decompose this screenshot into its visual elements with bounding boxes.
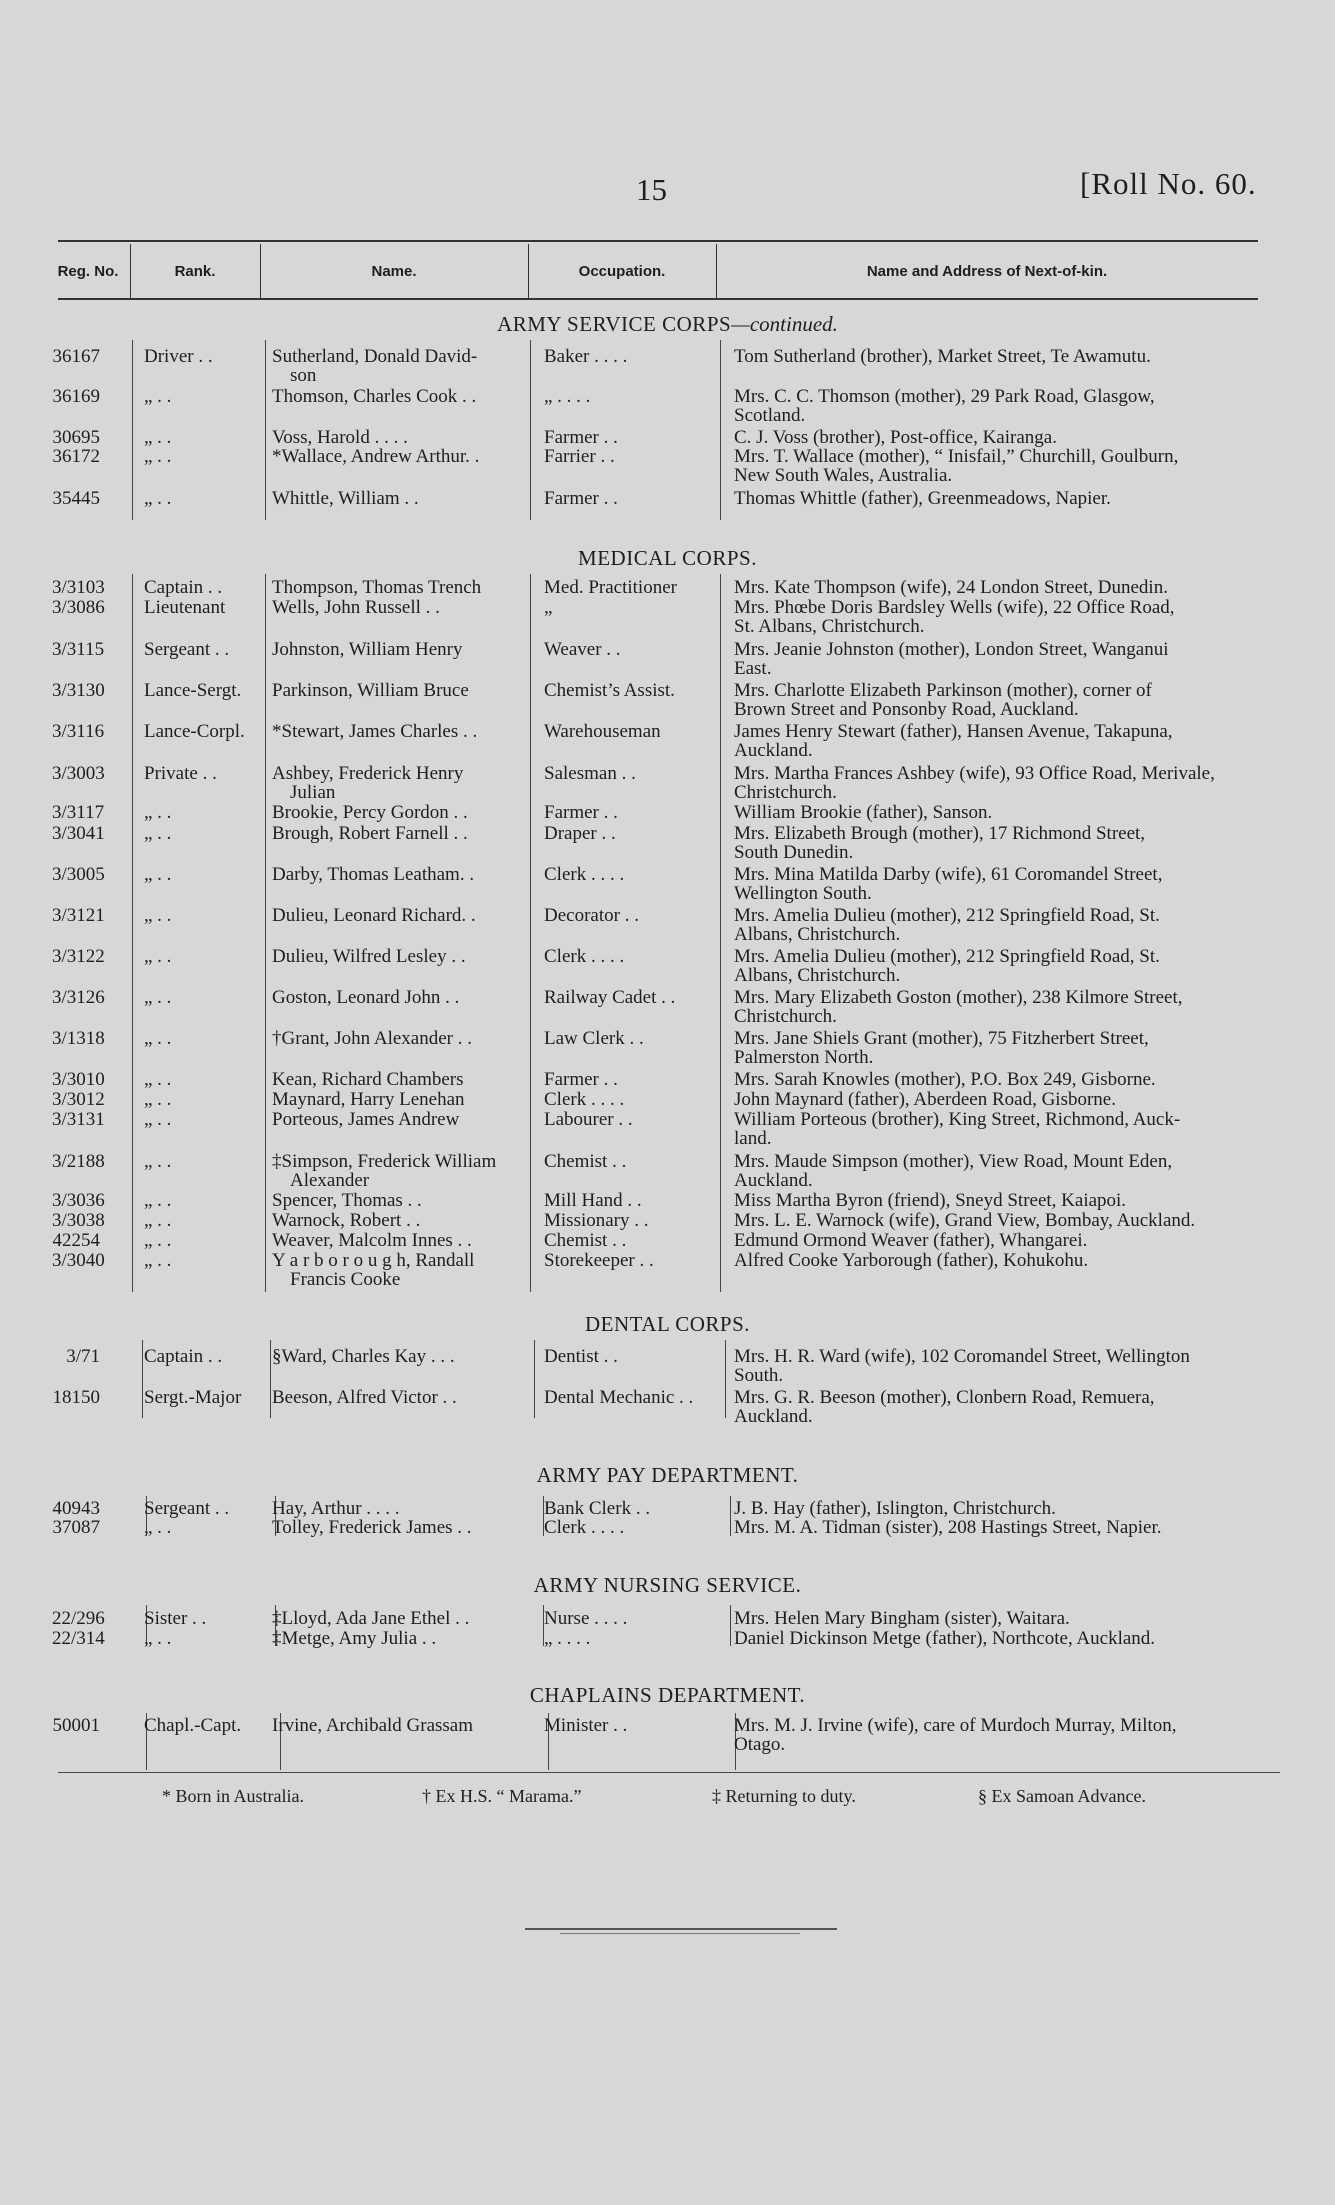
footnote-ex-marama: † Ex H.S. “ Marama.”	[422, 1786, 582, 1806]
rank: Lance-Corpl.	[144, 721, 245, 742]
section-title-text: CHAPLAINS DEPARTMENT.	[529, 1683, 806, 1707]
occupation: Dentist . .	[544, 1346, 618, 1367]
name: son	[290, 365, 317, 386]
next-of-kin: Christchurch.	[734, 1006, 837, 1027]
reg-number: 36167	[52, 346, 100, 367]
name: ‡Lloyd, Ada Jane Ethel . .	[272, 1608, 470, 1629]
rank: „ . .	[144, 1089, 172, 1110]
occupation: Clerk . . . .	[544, 864, 625, 885]
section-title-suffix: —continued.	[731, 312, 838, 336]
next-of-kin: Scotland.	[734, 405, 806, 426]
next-of-kin: Mrs. G. R. Beeson (mother), Clonbern Road, Remuera,	[734, 1387, 1155, 1408]
section-title	[0, 1683, 1335, 1708]
occupation: „ . . . .	[544, 1628, 591, 1649]
reg-number: 50001	[52, 1715, 100, 1736]
occupation: Farmer . .	[544, 802, 618, 823]
occupation: „	[544, 597, 553, 618]
next-of-kin: Mrs. Maude Simpson (mother), View Road, Mount Eden,	[734, 1151, 1173, 1172]
occupation: Minister . .	[544, 1715, 628, 1736]
rank: „ . .	[144, 905, 172, 926]
occupation: Chemist . .	[544, 1151, 627, 1172]
next-of-kin: William Brookie (father), Sanson.	[734, 802, 993, 823]
rank: „ . .	[144, 386, 172, 407]
column-separator	[265, 340, 266, 520]
occupation: Chemist’s Assist.	[544, 680, 675, 701]
reg-number: 36169	[52, 386, 100, 407]
next-of-kin: William Porteous (brother), King Street, Richmond, Auck-	[734, 1109, 1181, 1130]
column-separator	[132, 340, 133, 520]
next-of-kin: Mrs. H. R. Ward (wife), 102 Coromandel Street, Wellington	[734, 1346, 1190, 1367]
section-title	[0, 1312, 1335, 1337]
reg-number: 18150	[52, 1387, 100, 1408]
reg-number: 36172	[52, 446, 100, 467]
column-separator	[725, 1340, 726, 1418]
name: Y a r b o r o u g h, Randall	[272, 1250, 475, 1271]
reg-number: 3/71	[66, 1346, 100, 1367]
occupation: Farrier . .	[544, 446, 615, 467]
next-of-kin: land.	[734, 1128, 772, 1149]
occupation: Draper . .	[544, 823, 616, 844]
rank: Chapl.-Capt.	[144, 1715, 242, 1736]
reg-number: 3/3121	[52, 905, 105, 926]
footnote-samoan-advance: § Ex Samoan Advance.	[978, 1786, 1146, 1806]
rank: „ . .	[144, 1628, 172, 1649]
name: Brough, Robert Farnell . .	[272, 823, 468, 844]
footer-rule	[58, 1772, 1280, 1773]
next-of-kin: Mrs. Mina Matilda Darby (wife), 61 Coromandel Street,	[734, 864, 1163, 885]
next-of-kin: Christchurch.	[734, 782, 837, 803]
name: Whittle, William . .	[272, 488, 419, 509]
name: Julian	[290, 782, 336, 803]
col-header-name: Name.	[371, 262, 417, 280]
next-of-kin: Otago.	[734, 1734, 786, 1755]
next-of-kin: Tom Sutherland (brother), Market Street, Te Awamutu.	[734, 346, 1151, 367]
next-of-kin: Mrs. Martha Frances Ashbey (wife), 93 Office Road, Merivale,	[734, 763, 1215, 784]
reg-number: 3/3115	[52, 639, 105, 660]
reg-number: 3/3126	[52, 987, 105, 1008]
header-top-rule	[58, 240, 1258, 242]
column-separator	[530, 574, 531, 1292]
name: Thompson, Thomas Trench	[272, 577, 482, 598]
next-of-kin: South Dunedin.	[734, 842, 854, 863]
reg-number: 3/3103	[52, 577, 105, 598]
next-of-kin: Auckland.	[734, 1406, 813, 1427]
occupation: Railway Cadet . .	[544, 987, 676, 1008]
name: Irvine, Archibald Grassam	[272, 1715, 474, 1736]
reg-number: 37087	[52, 1517, 100, 1538]
next-of-kin: Thomas Whittle (father), Greenmeadows, Napier.	[734, 488, 1111, 509]
name: Weaver, Malcolm Innes . .	[272, 1230, 472, 1251]
section-title	[0, 1573, 1335, 1598]
next-of-kin: Alfred Cooke Yarborough (father), Kohukohu.	[734, 1250, 1089, 1271]
rank: „ . .	[144, 1210, 172, 1231]
section-title-text: DENTAL CORPS.	[584, 1312, 751, 1336]
reg-number: 3/3012	[52, 1089, 105, 1110]
next-of-kin: J. B. Hay (father), Islington, Christchurch.	[734, 1498, 1056, 1519]
reg-number: 3/3040	[52, 1250, 105, 1271]
name: Parkinson, William Bruce	[272, 680, 469, 701]
occupation: Farmer . .	[544, 1069, 618, 1090]
name: Thomson, Charles Cook . .	[272, 386, 477, 407]
next-of-kin: Miss Martha Byron (friend), Sneyd Street, Kaiapoi.	[734, 1190, 1127, 1211]
next-of-kin: Mrs. Kate Thompson (wife), 24 London Street, Dunedin.	[734, 577, 1168, 598]
occupation: Mill Hand . .	[544, 1190, 642, 1211]
col-header-reg: Reg. No.	[57, 262, 119, 280]
rank: „ . .	[144, 802, 172, 823]
rank: Lance-Sergt.	[144, 680, 242, 701]
name: *Wallace, Andrew Arthur. .	[272, 446, 480, 467]
occupation: Storekeeper . .	[544, 1250, 654, 1271]
occupation: Dental Mechanic . .	[544, 1387, 694, 1408]
occupation: Med. Practitioner	[544, 577, 677, 598]
column-separator	[265, 574, 266, 1292]
next-of-kin: Edmund Ormond Weaver (father), Whangarei.	[734, 1230, 1088, 1251]
occupation: Bank Clerk . .	[544, 1498, 651, 1519]
column-separator	[270, 1340, 271, 1418]
occupation: Warehouseman	[544, 721, 661, 742]
name: †Grant, John Alexander . .	[272, 1028, 472, 1049]
name: Sutherland, Donald David-	[272, 346, 478, 367]
reg-number: 42254	[52, 1230, 100, 1251]
name: Warnock, Robert . .	[272, 1210, 421, 1231]
name: Johnston, William Henry	[272, 639, 463, 660]
rank: Lieutenant	[144, 597, 226, 618]
occupation: Farmer . .	[544, 427, 618, 448]
reg-number: 22/296	[52, 1608, 105, 1629]
reg-number: 3/3003	[52, 763, 105, 784]
reg-number: 3/3116	[52, 721, 105, 742]
name: Alexander	[290, 1170, 370, 1191]
reg-number: 3/3038	[52, 1210, 105, 1231]
reg-number: 3/3117	[52, 802, 105, 823]
reg-number: 3/3086	[52, 597, 105, 618]
name: Dulieu, Wilfred Lesley . .	[272, 946, 466, 967]
next-of-kin: Daniel Dickinson Metge (father), Northcote, Auckland.	[734, 1628, 1156, 1649]
name: Spencer, Thomas . .	[272, 1190, 422, 1211]
next-of-kin: Wellington South.	[734, 883, 872, 904]
name: ‡Metge, Amy Julia . .	[272, 1628, 437, 1649]
next-of-kin: Mrs. Jeanie Johnston (mother), London Street, Wanganui	[734, 639, 1169, 660]
section-title-text: ARMY NURSING SERVICE.	[533, 1573, 802, 1597]
column-separator	[534, 1340, 535, 1418]
reg-number: 3/3041	[52, 823, 105, 844]
occupation: Clerk . . . .	[544, 946, 625, 967]
next-of-kin: Brown Street and Ponsonby Road, Auckland.	[734, 699, 1079, 720]
section-title	[0, 1463, 1335, 1488]
rank: „ . .	[144, 1109, 172, 1130]
rank: „ . .	[144, 1190, 172, 1211]
rank: Sister . .	[144, 1608, 207, 1629]
next-of-kin: Mrs. Sarah Knowles (mother), P.O. Box 249, Gisborne.	[734, 1069, 1156, 1090]
page-number: 15	[636, 172, 667, 207]
next-of-kin: New South Wales, Australia.	[734, 465, 953, 486]
next-of-kin: Auckland.	[734, 1170, 813, 1191]
next-of-kin: Mrs. Amelia Dulieu (mother), 212 Springfield Road, St.	[734, 905, 1160, 926]
name: *Stewart, James Charles . .	[272, 721, 478, 742]
reg-number: 3/3122	[52, 946, 105, 967]
footnote-born-australia: * Born in Australia.	[162, 1786, 304, 1806]
column-separator	[730, 1605, 731, 1646]
reg-number: 3/3010	[52, 1069, 105, 1090]
next-of-kin: East.	[734, 658, 772, 679]
col-header-next-of-kin: Name and Address of Next-of-kin.	[866, 262, 1108, 280]
end-rule-thin	[560, 1933, 800, 1934]
name: Kean, Richard Chambers	[272, 1069, 464, 1090]
section-title-text: ARMY SERVICE CORPS	[497, 312, 732, 336]
name: Porteous, James Andrew	[272, 1109, 460, 1130]
rank: „ . .	[144, 1517, 172, 1538]
header-bottom-rule	[58, 298, 1258, 300]
next-of-kin: Mrs. L. E. Warnock (wife), Grand View, Bombay, Auckland.	[734, 1210, 1196, 1231]
column-separator	[720, 340, 721, 520]
rank: „ . .	[144, 1250, 172, 1271]
col-header-rank: Rank.	[174, 262, 216, 280]
next-of-kin: Mrs. Phœbe Doris Bardsley Wells (wife), 22 Office Road,	[734, 597, 1175, 618]
reg-number: 3/2188	[52, 1151, 105, 1172]
column-separator	[530, 340, 531, 520]
next-of-kin: John Maynard (father), Aberdeen Road, Gisborne.	[734, 1089, 1116, 1110]
next-of-kin: Mrs. M. J. Irvine (wife), care of Murdoch Murray, Milton,	[734, 1715, 1177, 1736]
rank: „ . .	[144, 488, 172, 509]
col-header-occupation: Occupation.	[578, 262, 666, 280]
rank: Captain . .	[144, 1346, 223, 1367]
reg-number: 35445	[52, 488, 100, 509]
rank: Driver . .	[144, 346, 213, 367]
occupation: Clerk . . . .	[544, 1517, 625, 1538]
next-of-kin: Mrs. Helen Mary Bingham (sister), Waitara.	[734, 1608, 1070, 1629]
section-title	[0, 312, 1335, 337]
rank: „ . .	[144, 427, 172, 448]
column-separator	[730, 1496, 731, 1536]
next-of-kin: Mrs. Amelia Dulieu (mother), 212 Springfield Road, St.	[734, 946, 1160, 967]
section-title-text: ARMY PAY DEPARTMENT.	[536, 1463, 799, 1487]
occupation: Salesman . .	[544, 763, 636, 784]
name: Goston, Leonard John . .	[272, 987, 460, 1008]
rank: „ . .	[144, 987, 172, 1008]
next-of-kin: Mrs. C. C. Thomson (mother), 29 Park Road, Glasgow,	[734, 386, 1155, 407]
rank: „ . .	[144, 446, 172, 467]
rank: Private . .	[144, 763, 217, 784]
name: Wells, John Russell . .	[272, 597, 440, 618]
footnote-returning-duty: ‡ Returning to duty.	[712, 1786, 856, 1806]
name: Darby, Thomas Leatham. .	[272, 864, 475, 885]
roll-number: [Roll No. 60.	[1080, 166, 1257, 201]
name: Dulieu, Leonard Richard. .	[272, 905, 476, 926]
next-of-kin: Albans, Christchurch.	[734, 965, 901, 986]
rank: Sergeant . .	[144, 1498, 230, 1519]
name: ‡Simpson, Frederick William	[272, 1151, 497, 1172]
occupation: Clerk . . . .	[544, 1089, 625, 1110]
section-title	[0, 546, 1335, 571]
column-separator	[142, 1340, 143, 1418]
name: Brookie, Percy Gordon . .	[272, 802, 468, 823]
occupation: Missionary . .	[544, 1210, 649, 1231]
next-of-kin: Mrs. M. A. Tidman (sister), 208 Hastings Street, Napier.	[734, 1517, 1162, 1538]
next-of-kin: Albans, Christchurch.	[734, 924, 901, 945]
rank: „ . .	[144, 1151, 172, 1172]
name: §Ward, Charles Kay . . .	[272, 1346, 455, 1367]
reg-number: 22/314	[52, 1628, 105, 1649]
next-of-kin: Mrs. T. Wallace (mother), “ Inisfail,” Churchill, Goulburn,	[734, 446, 1179, 467]
next-of-kin: Auckland.	[734, 740, 813, 761]
rank: „ . .	[144, 823, 172, 844]
occupation: Farmer . .	[544, 488, 618, 509]
end-rule	[525, 1928, 837, 1930]
reg-number: 3/3131	[52, 1109, 105, 1130]
rank: „ . .	[144, 864, 172, 885]
name: Tolley, Frederick James . .	[272, 1517, 472, 1538]
section-title-text: MEDICAL CORPS.	[578, 546, 757, 570]
column-separator	[720, 574, 721, 1292]
occupation: Decorator . .	[544, 905, 639, 926]
name: Hay, Arthur . . . .	[272, 1498, 400, 1519]
next-of-kin: South.	[734, 1365, 784, 1386]
rank: Sergeant . .	[144, 639, 230, 660]
occupation: „ . . . .	[544, 386, 591, 407]
occupation: Labourer . .	[544, 1109, 633, 1130]
reg-number: 3/3130	[52, 680, 105, 701]
reg-number: 40943	[52, 1498, 100, 1519]
column-separator	[132, 574, 133, 1292]
next-of-kin: Mrs. Elizabeth Brough (mother), 17 Richmond Street,	[734, 823, 1146, 844]
next-of-kin: Mrs. Mary Elizabeth Goston (mother), 238 Kilmore Street,	[734, 987, 1183, 1008]
name: Beeson, Alfred Victor . .	[272, 1387, 457, 1408]
occupation: Nurse . . . .	[544, 1608, 628, 1629]
next-of-kin: Mrs. Charlotte Elizabeth Parkinson (mother), corner of	[734, 680, 1152, 701]
reg-number: 30695	[52, 427, 100, 448]
next-of-kin: James Henry Stewart (father), Hansen Avenue, Takapuna,	[734, 721, 1173, 742]
next-of-kin: Palmerston North.	[734, 1047, 874, 1068]
name: Ashbey, Frederick Henry	[272, 763, 464, 784]
name: Voss, Harold . . . .	[272, 427, 408, 448]
occupation: Weaver . .	[544, 639, 621, 660]
occupation: Chemist . .	[544, 1230, 627, 1251]
next-of-kin: St. Albans, Christchurch.	[734, 616, 925, 637]
next-of-kin: C. J. Voss (brother), Post-office, Kairanga.	[734, 427, 1057, 448]
next-of-kin: Mrs. Jane Shiels Grant (mother), 75 Fitzherbert Street,	[734, 1028, 1149, 1049]
occupation: Baker . . . .	[544, 346, 628, 367]
reg-number: 3/3005	[52, 864, 105, 885]
reg-number: 3/1318	[52, 1028, 105, 1049]
rank: Captain . .	[144, 577, 223, 598]
rank: „ . .	[144, 946, 172, 967]
occupation: Law Clerk . .	[544, 1028, 644, 1049]
rank: „ . .	[144, 1230, 172, 1251]
reg-number: 3/3036	[52, 1190, 105, 1211]
rank: Sergt.-Major	[144, 1387, 242, 1408]
rank: „ . .	[144, 1028, 172, 1049]
name: Francis Cooke	[290, 1269, 401, 1290]
rank: „ . .	[144, 1069, 172, 1090]
name: Maynard, Harry Lenehan	[272, 1089, 465, 1110]
